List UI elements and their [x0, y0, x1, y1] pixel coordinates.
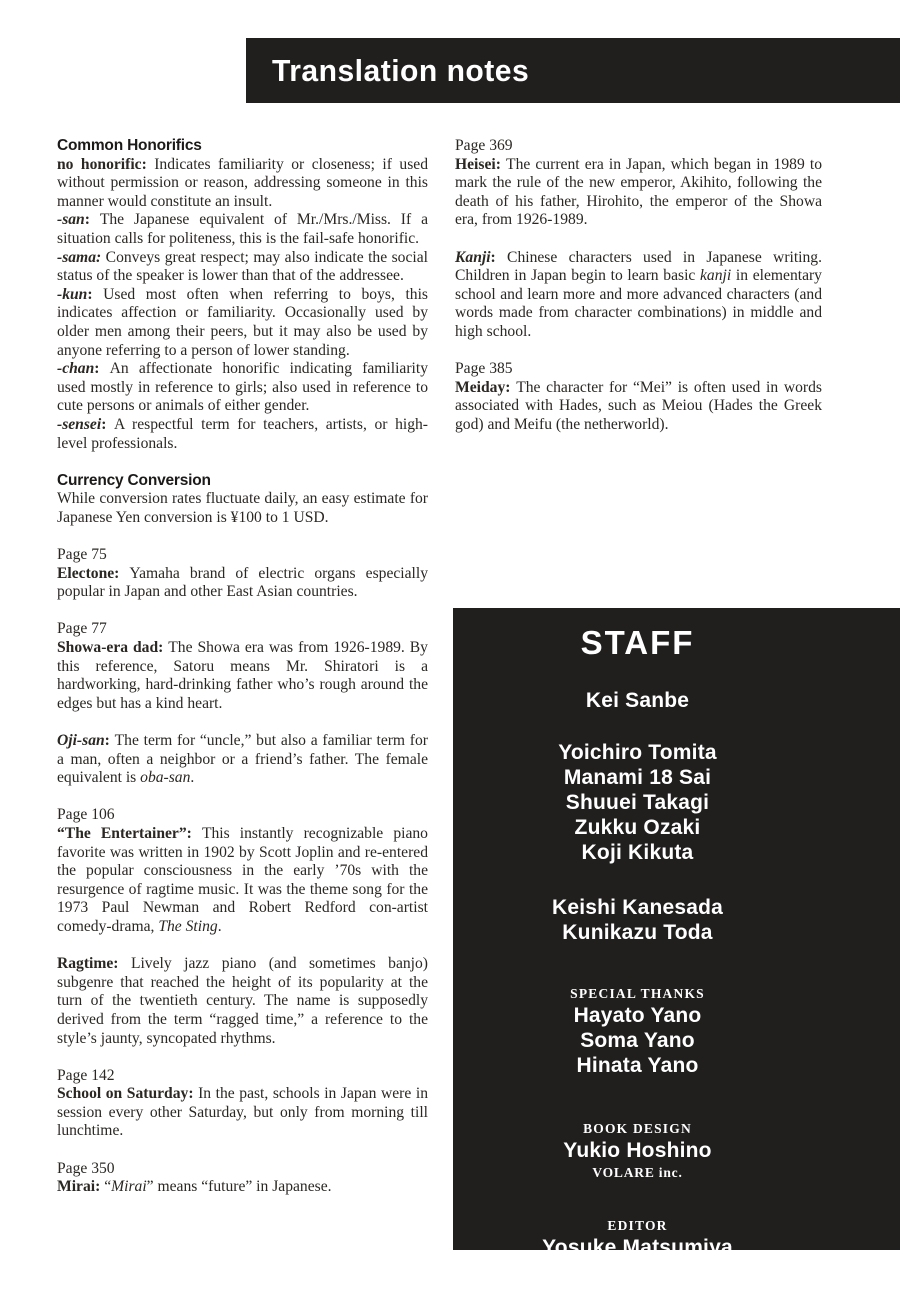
body-text: in elementary school and learn more and more advanced characters (and words made from character combinations) in middle and high school.	[455, 267, 822, 340]
term-text: Mirai:	[57, 1178, 105, 1196]
body-text: Used most often when referring to boys, this indicates affection or familiarity. Occasionally used by older men among their peers, but it may also be used by anyone referring to a person of lower standing.	[57, 285, 428, 359]
note-paragraph	[57, 565, 428, 602]
staff-group	[453, 985, 822, 1078]
body-text: Indicates familiarity or closeness; if used without permission or reason, addressing someone in this manner would constitute an insult.	[57, 155, 428, 210]
note-paragraph	[57, 732, 428, 788]
staff-company-label: VOLARE inc.	[592, 1165, 683, 1180]
staff-name: Kei Sanbe	[585, 689, 690, 712]
staff-name: Koji Kikuta	[581, 841, 694, 864]
staff-group	[453, 1120, 822, 1183]
term-text: no honorific:	[57, 155, 155, 173]
page-reference-label: Page 77	[57, 620, 107, 638]
body-text: Conveys great respect; may also indicate the social status of the speaker is lower than that of the addressee.	[57, 248, 428, 285]
staff-name: Yoichiro Tomita	[558, 741, 717, 764]
page-title: Translation notes	[272, 52, 530, 88]
note-paragraph	[57, 249, 428, 286]
staff-name: Zukku Ozaki	[574, 816, 701, 839]
term-text: :	[104, 732, 115, 749]
staff-group	[453, 895, 822, 945]
term-text: :	[84, 211, 100, 229]
term-text: Ragtime:	[57, 955, 131, 973]
staff-group	[453, 740, 822, 865]
staff-name: Kunikazu Toda	[562, 921, 713, 944]
body-text: The Showa era was from 1926-1989. By this reference, Satoru means Mr. Shiratori is a hardworking, hard-drinking father who’s rough around the edges but has a kind heart.	[57, 639, 428, 712]
body-text: Lively jazz piano (and sometimes banjo) subgenre that reached the height of its popularity at the turn of the twentieth century. The name is supposedly derived from the term “ragged time,” a reference to the style’s jaunty, syncopated rhythms.	[57, 955, 428, 1047]
term-text: -kun	[57, 285, 88, 303]
staff-credits-list	[453, 688, 822, 1260]
page-reference-label: Page 369	[455, 137, 513, 154]
term-text: Mirai	[111, 1178, 147, 1196]
term-text: :	[94, 360, 110, 378]
staff-role-label: EDITOR	[607, 1218, 668, 1233]
body-text: Chinese characters used in Japanese writing. Children in Japan begin to learn basic	[455, 248, 823, 285]
page-reference-label: Page 385	[455, 360, 513, 378]
section-heading: Common Honorifics	[57, 137, 202, 154]
page-reference-label: Page 350	[57, 1159, 115, 1177]
note-paragraph	[57, 1178, 428, 1197]
body-text: This instantly recognizable piano favorite was written in 1902 by Scott Joplin and re-entered the popular consciousness in the early ’70s with the resurgence of ragtime music. It was the theme song for the 1973 Paul Newman and Robert Redford con-artist comedy-drama,	[57, 824, 428, 935]
body-text: While conversion rates fluctuate daily, an easy estimate for Japanese Yen conversion is ¥100 to 1 USD.	[57, 490, 428, 526]
staff-title: STAFF	[580, 624, 695, 661]
term-text: Electone:	[57, 564, 130, 582]
page-reference-label: Page 75	[57, 546, 107, 564]
staff-group	[453, 688, 822, 713]
body-text: .	[190, 769, 195, 787]
page-reference-label: Page 106	[57, 806, 115, 824]
staff-name: Soma Yano	[580, 1029, 695, 1052]
section-heading: Currency Conversion	[57, 471, 211, 489]
body-text: The current era in Japan, which began in 1989 to mark the rule of the new emperor, Akihito, following the death of his father, Hirohito, the emperor of the Showa era, from 1926-1989.	[455, 155, 823, 229]
term-text: Kanji	[455, 248, 491, 266]
term-text: -chan	[57, 360, 95, 378]
body-text: ” means “future” in Japanese.	[146, 1178, 332, 1196]
note-paragraph	[57, 286, 428, 360]
left-text-column	[57, 137, 428, 1197]
term-text: -san	[57, 211, 85, 229]
note-paragraph	[57, 360, 428, 416]
note-paragraph	[57, 955, 428, 1048]
staff-name: Manami 18 Sai	[563, 766, 712, 789]
term-text: :	[490, 248, 508, 266]
staff-role-label: SPECIAL THANKS	[570, 986, 705, 1001]
staff-name: Shuuei Takagi	[565, 791, 710, 814]
staff-panel	[453, 608, 900, 1259]
note-paragraph	[57, 1085, 428, 1141]
body-text: The term for “uncle,” but also a familiar term for a man, often a neighbor or a friend’s father. The female equivalent is	[57, 732, 428, 787]
page-reference-label: Page 142	[57, 1066, 115, 1084]
body-text: “	[104, 1178, 112, 1196]
note-paragraph	[57, 490, 428, 527]
right-text-column	[455, 137, 822, 435]
staff-name: Yosuke Matsumiya	[542, 1236, 733, 1259]
note-paragraph	[57, 416, 428, 453]
title-banner	[246, 38, 900, 103]
staff-group	[453, 1217, 822, 1260]
term-text: “The Entertainer”:	[57, 824, 202, 842]
body-text: An affectionate honorific indicating familiarity used mostly in reference to girls; also used in reference to cute persons or animals of either gender.	[57, 360, 429, 415]
staff-name: Yukio Hoshino	[563, 1139, 712, 1162]
term-text: :	[101, 415, 114, 433]
term-text: School on Saturday:	[57, 1085, 199, 1103]
staff-name: Hinata Yano	[576, 1054, 699, 1077]
note-paragraph	[57, 639, 428, 713]
note-paragraph	[57, 156, 428, 212]
staff-role-label: BOOK DESIGN	[583, 1121, 692, 1136]
term-text: Showa-era dad:	[57, 639, 169, 657]
body-text: A respectful term for teachers, artists, or high-level professionals.	[57, 415, 428, 452]
term-text: -sama:	[57, 248, 102, 266]
body-text: Yamaha brand of electric organs especially popular in Japan and other East Asian countries.	[57, 564, 428, 601]
staff-name: Hayato Yano	[573, 1004, 702, 1027]
body-text: The character for “Mei” is often used in words associated with Hades, such as Meiou (Hades the Greek god) and Meifu (the netherworld).	[455, 378, 822, 433]
term-text: :	[87, 285, 104, 303]
term-text: Heisei:	[455, 155, 507, 173]
body-text: In the past, schools in Japan were in session every other Saturday, but only from morning till lunchtime.	[57, 1085, 428, 1140]
term-text: The Sting	[158, 917, 218, 935]
note-paragraph	[57, 211, 428, 248]
body-text: .	[217, 917, 222, 935]
note-paragraph	[455, 249, 822, 342]
term-text: -sensei	[57, 415, 102, 433]
term-text: Oji-san	[57, 732, 105, 749]
note-paragraph	[455, 379, 822, 435]
note-paragraph	[57, 825, 428, 937]
body-text: The Japanese equivalent of Mr./Mrs./Miss. If a situation calls for politeness, this is the fail-safe honorific.	[57, 211, 428, 247]
term-text: oba-san	[140, 769, 191, 787]
term-text: kanji	[700, 267, 732, 285]
note-paragraph	[455, 156, 822, 230]
staff-name: Keishi Kanesada	[551, 896, 724, 919]
term-text: Meiday:	[455, 378, 517, 396]
